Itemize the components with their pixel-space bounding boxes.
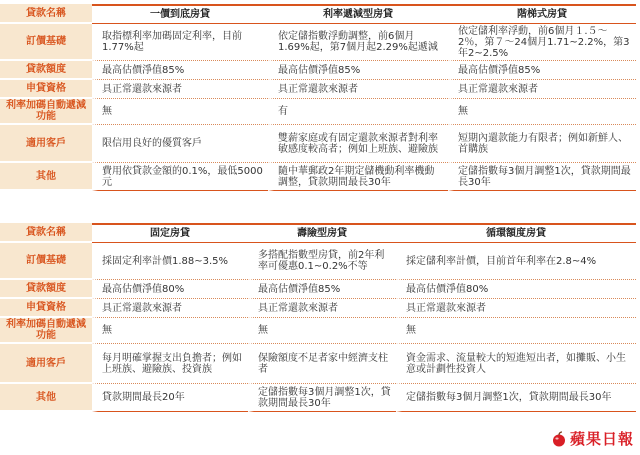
row-label: 適用客戶 (0, 125, 92, 163)
header-label: 貸款名稱 (0, 223, 92, 243)
table-cell: 無 (248, 318, 396, 344)
table-cell: 費用依貸款金額的0.1%，最低5000元 (92, 163, 268, 191)
apple-icon (551, 431, 567, 447)
row-label: 貸款額度 (0, 61, 92, 80)
header-label: 貸款名稱 (0, 4, 92, 24)
newspaper-logo (551, 428, 634, 449)
table-cell: 保險額度不足者家中經濟支柱者 (248, 344, 396, 384)
table-cell: 無 (92, 318, 248, 344)
table-row (0, 344, 636, 384)
table-cell: 限信用良好的優質客戶 (92, 125, 268, 163)
row-label: 適用客戶 (0, 344, 92, 384)
row-label: 其他 (0, 163, 92, 191)
table-row (0, 318, 636, 344)
column-header: 一價到底房貸 (92, 4, 268, 24)
table-cell: 最高估價淨值80% (396, 280, 636, 299)
table-cell: 無 (92, 99, 268, 125)
table-row (0, 243, 636, 280)
table-cell: 多搭配指數型房貸，前2年利率可優惠0.1~0.2%不等 (248, 243, 396, 280)
table-row (0, 24, 636, 61)
row-label: 其他 (0, 384, 92, 412)
column-header: 循環額度房貸 (396, 223, 636, 243)
table-cell: 具正常還款來源者 (92, 299, 248, 318)
table-row (0, 163, 636, 191)
table-cell: 具正常還款來源者 (448, 80, 636, 99)
table-cell: 具正常還款來源者 (92, 80, 268, 99)
table-cell: 貸款期間最長20年 (92, 384, 248, 412)
column-header: 壽險型房貸 (248, 223, 396, 243)
row-label: 申貸資格 (0, 80, 92, 99)
table-cell: 具正常還款來源者 (268, 80, 448, 99)
table-cell: 最高估價淨值85% (448, 61, 636, 80)
column-header: 利率遞減型房貸 (268, 4, 448, 24)
row-label: 訂價基礎 (0, 24, 92, 61)
table-cell: 具正常還款來源者 (396, 299, 636, 318)
loan-comparison-table-2 (0, 223, 636, 412)
table-cell: 定儲指數每3個月調整1次，貸款期間最長30年 (248, 384, 396, 412)
table-cell: 定儲指數每3個月調整1次，貸款期間最長30年 (448, 163, 636, 191)
table-cell: 取指標利率加碼固定利率，目前1.77%起 (92, 24, 268, 61)
logo-text: 蘋果日報 (569, 430, 634, 448)
row-label: 貸款額度 (0, 280, 92, 299)
table-row (0, 125, 636, 163)
loan-comparison-table-1 (0, 4, 636, 191)
table-row (0, 384, 636, 412)
table-cell: 無 (448, 99, 636, 125)
table-cell: 隨中華郵政2年期定儲機動利率機動調整，貸款期間最長30年 (268, 163, 448, 191)
table-row (0, 80, 636, 99)
table-cell: 有 (268, 99, 448, 125)
table-cell: 最高估價淨值80% (92, 280, 248, 299)
table-cell: 採定儲利率計價，目前首年利率在2.8~4% (396, 243, 636, 280)
table-cell: 短期內還款能力有限者；例如新鮮人、首購族 (448, 125, 636, 163)
table-cell: 無 (396, 318, 636, 344)
column-header: 固定房貸 (92, 223, 248, 243)
table-row (0, 99, 636, 125)
table-cell: 依定儲利率浮動，前6個月１.５～2％，第７～24個月1.71~2.2%，第3年2~2.5% (448, 24, 636, 61)
row-label: 利率加碼自動遞減功能 (0, 99, 92, 125)
table-cell: 每月明確掌握支出負擔者；例如上班族、避險族、投資族 (92, 344, 248, 384)
table-row (0, 299, 636, 318)
table-row (0, 280, 636, 299)
table-row (0, 61, 636, 80)
table-cell: 雙薪家庭或有固定還款來源者對利率敏感度較高者；例如上班族、避險族 (268, 125, 448, 163)
table-cell: 定儲指數每3個月調整1次，貸款期間最長30年 (396, 384, 636, 412)
table-cell: 最高估價淨值85% (248, 280, 396, 299)
table-cell: 最高估價淨值85% (268, 61, 448, 80)
row-label: 訂價基礎 (0, 243, 92, 280)
table-cell: 採固定利率計價1.88~3.5% (92, 243, 248, 280)
table-cell: 資金需求、流量較大的短進短出者，如攤販、小生意或計劃性投資人 (396, 344, 636, 384)
table-cell: 最高估價淨值85% (92, 61, 268, 80)
table-cell: 具正常還款來源者 (248, 299, 396, 318)
row-label: 申貸資格 (0, 299, 92, 318)
table-cell: 依定儲指數浮動調整，前6個月1.69%起，第7個月起2.29%起遞減 (268, 24, 448, 61)
column-header: 階梯式房貸 (448, 4, 636, 24)
row-label: 利率加碼自動遞減功能 (0, 318, 92, 344)
